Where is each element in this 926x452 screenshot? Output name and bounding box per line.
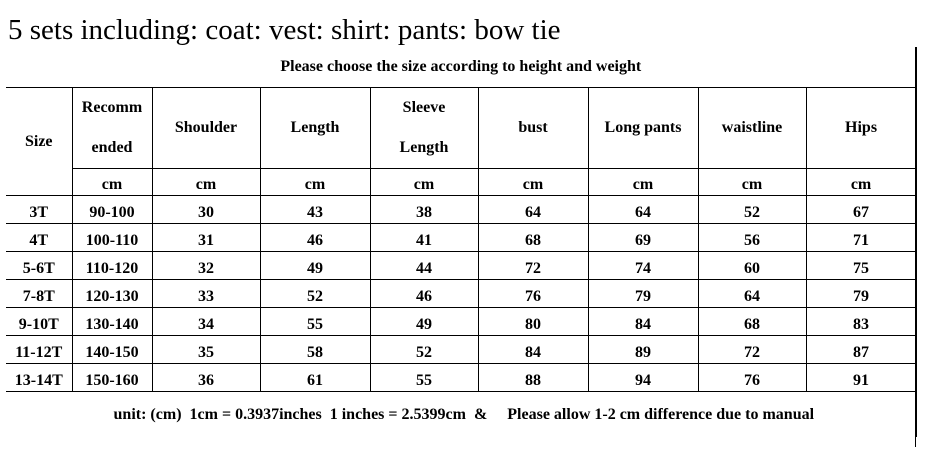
unit-cell: cm	[478, 169, 588, 196]
size-cell: 4T	[6, 224, 72, 252]
table-cell: 52	[260, 280, 370, 308]
table-cell: 64	[588, 196, 698, 224]
header-shoulder: Shoulder	[152, 88, 260, 169]
table-cell: 36	[152, 364, 260, 392]
table-cell: 84	[478, 336, 588, 364]
header-sleeve-line1: Sleeve	[402, 99, 446, 116]
table-cell: 49	[370, 308, 478, 336]
header-recommended	[72, 88, 152, 169]
table-cell: 35	[152, 336, 260, 364]
unit-cell: cm	[806, 169, 916, 196]
header-sleeve-length	[370, 88, 478, 169]
unit-cell: cm	[588, 169, 698, 196]
table-cell: 44	[370, 252, 478, 280]
unit-conversion-note	[6, 392, 916, 438]
header-bust: bust	[478, 88, 588, 169]
table-cell: 120-130	[72, 280, 152, 308]
unit-cell: cm	[370, 169, 478, 196]
table-row	[6, 364, 916, 392]
table-cell: 52	[370, 336, 478, 364]
table-cell: 130-140	[72, 308, 152, 336]
size-chart	[6, 47, 915, 444]
table-cell: 87	[806, 336, 916, 364]
table-cell: 55	[370, 364, 478, 392]
size-cell: 3T	[6, 196, 72, 224]
table-cell: 89	[588, 336, 698, 364]
table-cell: 32	[152, 252, 260, 280]
table-cell: 69	[588, 224, 698, 252]
unit-cell: cm	[260, 169, 370, 196]
table-cell: 46	[370, 280, 478, 308]
size-table	[6, 47, 917, 437]
table-cell: 41	[370, 224, 478, 252]
table-cell: 72	[478, 252, 588, 280]
table-cell: 46	[260, 224, 370, 252]
table-cell: 76	[478, 280, 588, 308]
unit-cell: cm	[72, 169, 152, 196]
table-cell: 79	[588, 280, 698, 308]
table-cell: 72	[698, 336, 806, 364]
table-cell: 31	[152, 224, 260, 252]
header-length: Length	[260, 88, 370, 169]
table-cell: 84	[588, 308, 698, 336]
size-cell: 5-6T	[6, 252, 72, 280]
table-cell: 74	[588, 252, 698, 280]
table-row	[6, 196, 916, 224]
header-size: Size	[6, 88, 72, 196]
size-cell: 9-10T	[6, 308, 72, 336]
table-cell: 94	[588, 364, 698, 392]
header-long-pants: Long pants	[588, 88, 698, 169]
table-cell: 76	[698, 364, 806, 392]
table-row	[6, 224, 916, 252]
unit-cell: cm	[698, 169, 806, 196]
table-cell: 64	[698, 280, 806, 308]
table-row	[6, 308, 916, 336]
table-banner: Please choose the size according to height and weight	[6, 47, 916, 88]
table-cell: 110-120	[72, 252, 152, 280]
table-cell: 80	[478, 308, 588, 336]
table-cell: 83	[806, 308, 916, 336]
table-cell: 64	[478, 196, 588, 224]
table-cell: 90-100	[72, 196, 152, 224]
table-row	[6, 252, 916, 280]
table-cell: 79	[806, 280, 916, 308]
table-row	[6, 280, 916, 308]
header-waistline: waistline	[698, 88, 806, 169]
table-row	[6, 336, 916, 364]
table-cell: 33	[152, 280, 260, 308]
unit-cell: cm	[152, 169, 260, 196]
note-text: unit: (cm) 1cm = 0.3937inches 1 inches = 2.5399cm & Please allow 1-2 cm difference due to manual	[113, 405, 815, 423]
table-cell: 52	[698, 196, 806, 224]
table-cell: 60	[698, 252, 806, 280]
table-cell: 150-160	[72, 364, 152, 392]
table-cell: 58	[260, 336, 370, 364]
table-cell: 75	[806, 252, 916, 280]
header-recommended-line1: Recomm	[81, 99, 143, 116]
header-hips: Hips	[806, 88, 916, 169]
table-cell: 91	[806, 364, 916, 392]
table-cell: 67	[806, 196, 916, 224]
table-cell: 68	[478, 224, 588, 252]
table-cell: 55	[260, 308, 370, 336]
table-cell: 71	[806, 224, 916, 252]
table-cell: 56	[698, 224, 806, 252]
page-title: 5 sets including: coat: vest: shirt: pants: bow tie	[8, 14, 561, 46]
size-cell: 13-14T	[6, 364, 72, 392]
table-cell: 43	[260, 196, 370, 224]
size-cell: 7-8T	[6, 280, 72, 308]
size-cell: 11-12T	[6, 336, 72, 364]
table-cell: 49	[260, 252, 370, 280]
table-cell: 61	[260, 364, 370, 392]
table-cell: 30	[152, 196, 260, 224]
header-sleeve-line2: Length	[399, 139, 449, 156]
table-cell: 140-150	[72, 336, 152, 364]
table-cell: 68	[698, 308, 806, 336]
table-cell: 38	[370, 196, 478, 224]
units-row	[6, 169, 916, 196]
table-cell: 34	[152, 308, 260, 336]
table-cell: 88	[478, 364, 588, 392]
header-recommended-line2: ended	[91, 139, 133, 156]
table-cell: 100-110	[72, 224, 152, 252]
